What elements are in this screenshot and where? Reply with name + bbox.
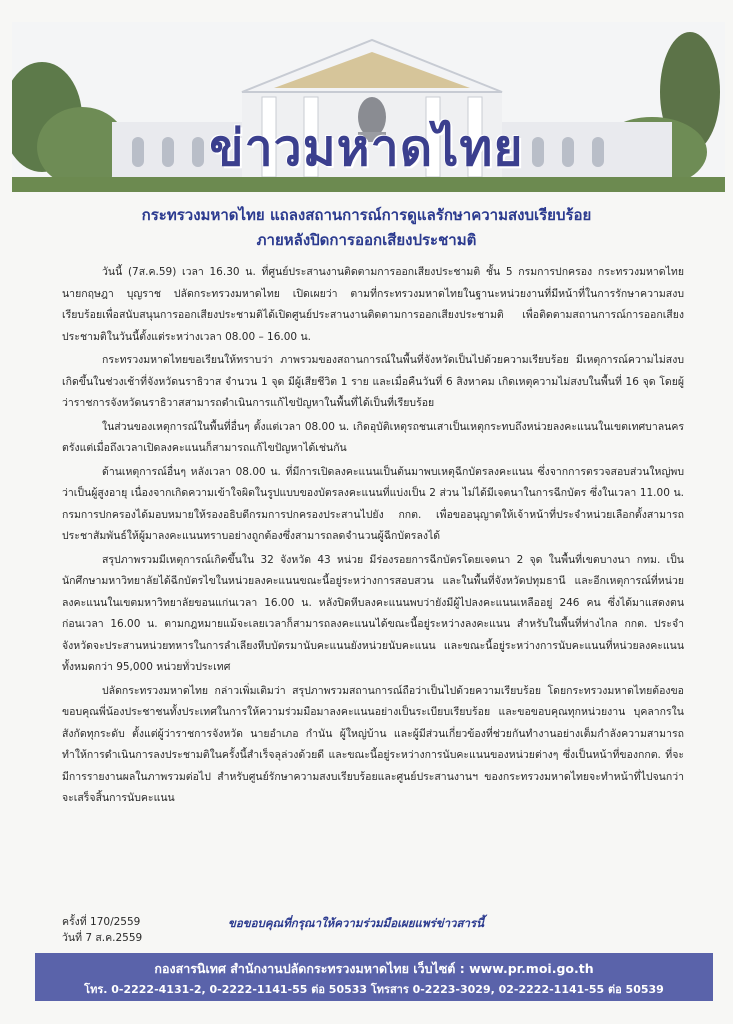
thanks-note: ขอขอบคุณที่กรุณาให้ความร่วมมือเผยแพร่ข่าวสารนี้ — [228, 916, 484, 930]
article-body — [62, 262, 684, 812]
paragraph-3: ในส่วนของเหตุการณ์ในพื้นที่อื่นๆ ตั้งแต่เวลา 08.00 น. เกิดอุบัติเหตุรถชนเสาเป็นเหตุกระทบถึงหน่วยลงคะแนนในเขตเทศบาลนครตรังแต่เมื่อถึงเวลาเปิดลงคะแนนก็สามารถแก้ไขปัญหาได้เช่นกัน — [62, 420, 684, 454]
paragraph-4: ด้านเหตุการณ์อื่นๆ หลังเวลา 08.00 น. ที่มีการเปิดลงคะแนนเป็นต้นมาพบเหตุฉีกบัตรลงคะแนน ซึ่งจากการตรวจสอบส่วนใหญ่พบว่าเป็นผู้สูงอายุ เนื่องจากเกิดความเข้าใจผิดในรูปแบบของบัตรลงคะแนนที่แบ่งเป็น 2 ส่วน ไม่ได้มีเจตนาในการฉีกบัตร ซึ่งในเวลา 11.00 น. กรมการปกครองได้มอบหมายให้รองอธิบดีกรมการปกครองประสานไปยัง กกต. เพื่อขออนุญาตให้เจ้าหน้าที่ประจำหน่วยเลือกตั้งสามารถประชาสัมพันธ์ให้ผู้มาลงคะแนนทราบอย่างถูกต้องซึ่งสามารถลดจำนวนผู้ฉีกบัตรลงได้ — [62, 465, 684, 542]
footer-office-website: กองสารนิเทศ สำนักงานปลัดกระทรวงมหาดไทย เว็บไซต์ : www.pr.moi.go.th — [154, 961, 594, 976]
footer-contact: โทร. 0-2222-4131-2, 0-2222-1141-55 ต่อ 50533 โทรสาร 0-2223-3029, 02-2222-1141-55 ต่อ 50539 — [84, 983, 664, 996]
issue-number: ครั้งที่ 170/2559 — [62, 916, 141, 928]
footer-bar — [35, 953, 713, 1001]
paragraph-1: วันนี้ (7ส.ค.59) เวลา 16.30 น. ที่ศูนย์ประสานงานติดตามการออกเสียงประชามติ ชั้น 5 กรมการปกครอง กระทรวงมหาดไทย นายกฤษฎา บุญราช ปลัดกระทรวงมหาดไทย เปิดเผยว่า ตามที่กระทรวงมหาดไทยในฐานะหน่วยงานที่มีหน้าที่ในการรักษาความสงบเรียบร้อยเพื่อสนับสนุนการออกเสียงประชามติได้เปิดศูนย์ประสานงานติดตามการออกเสียงประชามติ เพื่อติดตามสถานการณ์การออกเสียงประชามติในวันนี้ตั้งแต่ระหว่างเวลา 08.00 – 16.00 น. — [62, 266, 684, 343]
issue-meta — [62, 914, 142, 946]
paragraph-5: สรุปภาพรวมมีเหตุการณ์เกิดขึ้นใน 32 จังหวัด 43 หน่วย มีร่องรอยการฉีกบัตรโดยเจตนา 2 จุด ในพื้นที่เขตบางนา กทม. เป็นนักศึกษามหาวิทยาลัยได้ฉีกบัตรไขในหน่วยลงคะแนนขณะนี้อยู่ระหว่างการสอบสวน และในพื้นที่จังหวัดปทุมธานี และอีกเหตุการณ์ที่หน่วยลงคะแนนในเขตมหาวิทยาลัยขอนแก่นเวลา 16.00 น. หลังปิดหีบลงคะแนนพบว่ายังมีผู้ไปลงคะแนนเหลืออยู่ 246 คน ซึ่งได้มาแสดงตน ก่อนเวลา 16.00 น. ตามกฎหมายแม้จะเลยเวลาก็สามารถลงคะแนนได้ขณะนี้อยู่ระหว่างลงคะแนน สำหรับในพื้นที่ห่างไกล กกต. ประจำจังหวัดจะประสานหน่วยทหารในการลำเลียงหีบบัตรมานับคะแนนยังหน่วยนับคะแนน และขณะนี้อยู่ระหว่างการนับคะแนนที่หน่วยลงคะแนนทั้งหมดกว่า 95,000 หน่วยทั่วประเทศ — [62, 553, 684, 673]
paragraph-2: กระทรวงมหาดไทยขอเรียนให้ทราบว่า ภาพรวมของสถานการณ์ในพื้นที่จังหวัดเป็นไปด้วยความเรียบร้อย มีเหตุการณ์ความไม่สงบเกิดขึ้นในช่วงเช้าที่จังหวัดนราธิวาส จำนวน 1 จุด มีผู้เสียชีวิต 1 ราย และเมื่อคืนวันที่ 6 สิงหาคม เกิดเหตุความไม่สงบในพื้นที่ 16 จุด โดยผู้ว่าราชการจังหวัดนราธิวาสสามารถดำเนินการแก้ไขปัญหาในพื้นที่ได้เป็นที่เรียบร้อย — [62, 354, 684, 409]
headline-line-1: กระทรวงมหาดไทย แถลงสถานการณ์การดูแลรักษาความสงบเรียบร้อย — [141, 206, 592, 224]
masthead-title: ข่าวมหาดไทย — [209, 119, 524, 177]
paragraph-6: ปลัดกระทรวงมหาดไทย กล่าวเพิ่มเติมว่า สรุปภาพรวมสถานการณ์ถือว่าเป็นไปด้วยความเรียบร้อย โดยกระทรวงมหาดไทยต้องขอขอบคุณพี่น้องประชาชนทั้งประเทศในการให้ความร่วมมือมาลงคะแนนอย่างเป็นระเบียบเรียบร้อย และขอขอบคุณทุกหน่วยงาน บุคลากรในสังกัดทุกระดับ ตั้งแต่ผู้ว่าราชการจังหวัด นายอำเภอ กำนัน ผู้ใหญ่บ้าน และผู้มีส่วนเกี่ยวข้องที่ช่วยกันทำงานอย่างเต็มกำลังความสามารถทำให้การดำเนินการลงประชามติในครั้งนี้สำเร็จลุล่วงด้วยดี และขณะนี้อยู่ระหว่างการนับคะแนนของหน่วยต่างๆ ซึ่งเป็นหน้าที่ของกกต. ที่จะมีการรายงานผลในภาพรวมต่อไป สำหรับศูนย์รักษาความสงบเรียบร้อยและศูนย์ประสานงานฯ ของกระทรวงมหาดไทยจะทำหน้าที่ไปจนกว่าจะเสร็จสิ้นการนับคะแนน — [62, 684, 684, 804]
issue-date: วันที่ 7 ส.ค.2559 — [62, 932, 143, 944]
headline-line-2: ภายหลังปิดการออกเสียงประชามติ — [256, 231, 477, 249]
